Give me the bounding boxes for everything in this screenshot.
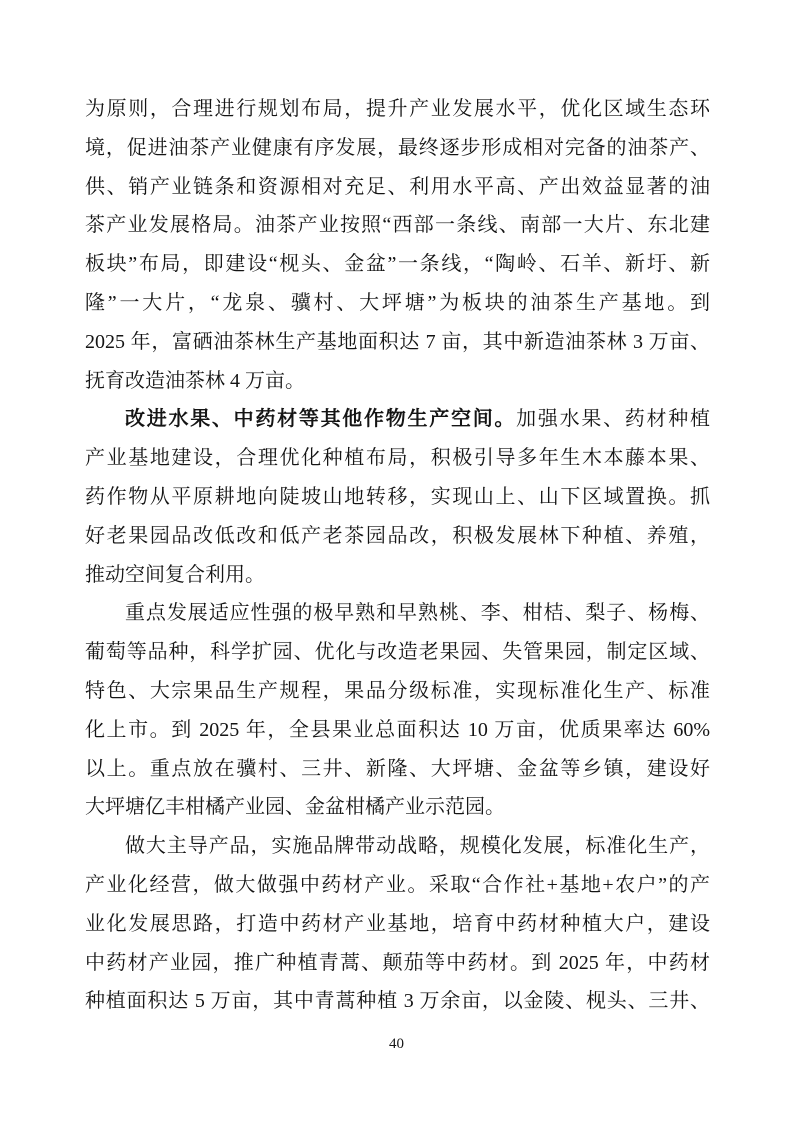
text-line — [85, 439, 710, 478]
text-run: 板块”布局，即建设“枧头、金盆”一条线，“陶岭、石羊、新圩、新 — [85, 253, 710, 276]
text-block — [85, 90, 710, 1021]
text-run: 葡萄等品种，科学扩园、优化与改造老果园、失管果园，制定区域、 — [85, 641, 710, 664]
text-line — [85, 517, 710, 556]
text-run: 茶产业发展格局。油茶产业按照“西部一条线、南部一大片、东北建 — [85, 214, 710, 237]
text-run: 推动空间复合利用。 — [85, 563, 265, 586]
text-line — [85, 905, 710, 944]
text-line — [85, 362, 710, 401]
text-run: 种植面积达 5 万亩，其中青蒿种植 3 万余亩，以金陵、枧头、三井、 — [85, 990, 710, 1013]
text-line — [85, 711, 710, 750]
text-run: 业化发展思路，打造中药材产业基地，培育中药材种植大户，建设 — [85, 912, 710, 935]
text-run: 2025 年，富硒油茶林生产基地面积达 7 亩，其中新造油茶林 3 万亩、 — [85, 330, 710, 353]
text-line — [85, 944, 710, 983]
text-run: 化上市。到 2025 年，全县果业总面积达 10 万亩，优质果率达 60% — [85, 718, 710, 741]
text-run: 供、销产业链条和资源相对充足、利用水平高、产出效益显著的油 — [85, 175, 710, 198]
text-line — [85, 750, 710, 789]
text-line — [85, 284, 710, 323]
text-line — [85, 633, 710, 672]
text-run: 重点发展适应性强的极早熟和早熟桃、李、柑桔、梨子、杨梅、 — [125, 602, 710, 625]
text-run: 产业化经营，做大做强中药材产业。采取“合作社+基地+农户”的产 — [85, 873, 710, 896]
text-run: 为原则，合理进行规划布局，提升产业发展水平，优化区域生态环 — [85, 98, 710, 120]
text-run: 特色、大宗果品生产规程，果品分级标准，实现标准化生产、标准 — [85, 679, 710, 702]
text-run: 加强水果、药材种植 — [516, 408, 710, 431]
text-run: 境，促进油茶产业健康有序发展，最终逐步形成相对完备的油茶产、 — [85, 136, 710, 159]
text-line — [85, 90, 710, 129]
text-line — [85, 206, 710, 245]
text-line — [85, 478, 710, 517]
text-run: 抚育改造油茶林 4 万亩。 — [85, 369, 305, 392]
text-run: 以上。重点放在骥村、三井、新隆、大坪塘、金盆等乡镇，建设好 — [85, 757, 710, 780]
text-line — [85, 556, 710, 595]
text-run: 隆”一大片，“龙泉、骥村、大坪塘”为板块的油茶生产基地。到 — [85, 291, 710, 314]
text-line — [85, 827, 710, 866]
text-line — [85, 168, 710, 207]
text-run: 大坪塘亿丰柑橘产业园、金盆柑橘产业示范园。 — [85, 796, 505, 819]
text-line — [85, 323, 710, 362]
text-line — [85, 129, 710, 168]
text-line — [85, 788, 710, 827]
text-line — [85, 400, 710, 439]
text-run: 中药材产业园，推广种植青蒿、颠茄等中药材。到 2025 年，中药材 — [85, 951, 710, 974]
text-run: 做大主导产品，实施品牌带动战略，规模化发展，标准化生产， — [125, 835, 710, 858]
text-run: 好老果园品改低改和低产老茶园品改，积极发展林下种植、养殖， — [85, 524, 710, 547]
text-line — [85, 594, 710, 633]
text-line — [85, 866, 710, 905]
text-run: 产业基地建设，合理优化种植布局，积极引导多年生木本藤本果、 — [85, 447, 710, 470]
text-line — [85, 672, 710, 711]
page-number: 40 — [389, 1036, 404, 1052]
bold-heading-run: 改进水果、中药材等其他作物生产空间。 — [125, 408, 517, 431]
text-run: 药作物从平原耕地向陡坡山地转移，实现山上、山下区域置换。抓 — [85, 485, 710, 508]
text-line — [85, 245, 710, 284]
text-line — [85, 982, 710, 1021]
